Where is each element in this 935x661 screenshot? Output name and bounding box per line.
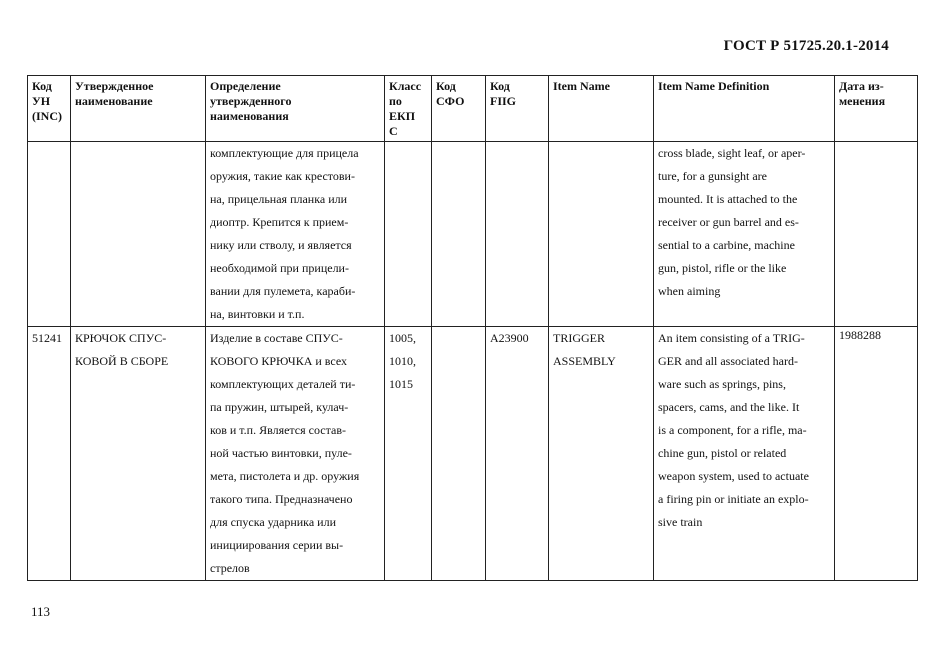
cell-definition: Изделие в составе СПУС- КОВОГО КРЮЧКА и всех комплектующих деталей ти- па пружин, штырей, кулач- ков и т.п. Является состав- ной частью винтовки, пуле- мета, пистолета и др. оружия такого типа. Предназначено для спуска ударника или инициирования серии вы- стрелов [206,327,385,581]
nomenclature-table [27,75,918,581]
cell-fiig-code: A23900 [486,327,549,581]
cell-inc: 51241 [28,327,71,581]
cell-item-name-definition: An item consisting of a TRIG- GER and all associated hard- ware such as springs, pins, spacers, cams, and the like. It is a component, for a rifle, ma- chine gun, pistol or related weapon system, used to actuate a firing pin or initiate an explo- sive train [654,327,835,581]
cell-change-date: 1988288 [835,327,918,581]
column-header-approved-name: Утвержденное наименование [71,76,206,142]
cell-inc [28,142,71,327]
cell-sfo-code [432,327,486,581]
cell-ekps-class: 1005, 1010, 1015 [385,327,432,581]
column-header-item-name: Item Name [549,76,654,142]
cell-change-date [835,142,918,327]
cell-sfo-code [432,142,486,327]
cell-item-name-definition: cross blade, sight leaf, or aper- ture, for a gunsight are mounted. It is attached to the receiver or gun barrel and es- sential to a carbine, machine gun, pistol, rifle or the like when aiming [654,142,835,327]
page-number: 113 [31,604,51,619]
column-header-ekps-class: Класс по ЕКП С [385,76,432,142]
cell-item-name: TRIGGER ASSEMBLY [549,327,654,581]
table-row [28,142,918,327]
table-header-row [28,76,918,142]
cell-item-name [549,142,654,327]
cell-fiig-code [486,142,549,327]
cell-definition: комплектующие для прицела оружия, такие как крестови- на, прицельная планка или диоптр. Крепится к прием- нику или стволу, и является необходимой при прицели- вании для пулемета, караби- на, винтовки и т.п. [206,142,385,327]
column-header-fiig-code: Код FIIG [486,76,549,142]
column-header-change-date: Дата из- менения [835,76,918,142]
cell-ekps-class [385,142,432,327]
document-code: ГОСТ Р 51725.20.1-2014 [723,38,889,54]
column-header-inc: Код УН (INC) [28,76,71,142]
column-header-item-name-definition: Item Name Definition [654,76,835,142]
column-header-sfo-code: Код СФО [432,76,486,142]
cell-approved-name: КРЮЧОК СПУС- КОВОЙ В СБОРЕ [71,327,206,581]
table-row [28,327,918,581]
column-header-definition: Определение утвержденного наименования [206,76,385,142]
cell-approved-name [71,142,206,327]
